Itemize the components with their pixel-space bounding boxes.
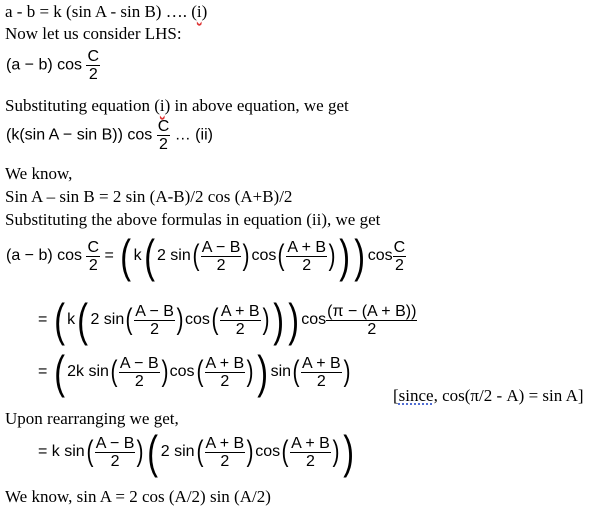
we-know-line: We know,	[5, 164, 73, 183]
cos: cos	[301, 311, 327, 329]
paren: )	[328, 239, 336, 272]
paren: (	[54, 294, 65, 346]
paren: )	[354, 230, 366, 282]
k-sin: k sin	[51, 443, 85, 461]
cos: cos	[184, 311, 210, 329]
consider-lhs-line: Now let us consider LHS:	[5, 24, 182, 43]
a-plus-b-over-2: $\frac{A + B}{2}$	[291, 434, 330, 470]
paren: )	[343, 426, 354, 478]
sin: sin	[270, 363, 292, 381]
paren: (	[192, 239, 200, 272]
sub-pre: Substituting equation (	[5, 96, 160, 115]
eq-i-close: )	[201, 2, 208, 21]
paren: (	[147, 426, 159, 478]
equals-sign: =	[104, 247, 114, 265]
a-minus-b-over-2: $\frac{A - B}{2}$	[119, 354, 159, 390]
equation-ii	[6, 118, 213, 153]
two-k-sin: 2k sin	[67, 363, 109, 381]
c-over-2: $\frac{C}{2}$	[87, 238, 100, 274]
note-open: [	[393, 386, 399, 405]
paren: )	[288, 294, 299, 346]
lhs-text: (a − b) cos	[6, 247, 83, 265]
paren: (	[110, 355, 118, 388]
paren: )	[136, 435, 144, 468]
derivation-step-1	[6, 230, 406, 282]
two-sin: 2 sin	[90, 311, 125, 329]
paren: (	[120, 230, 132, 282]
sin-a-identity-line: We know, sin A = 2 cos (A/2) sin (A/2)	[5, 487, 271, 506]
paren: )	[262, 303, 270, 336]
equals-sign: =	[38, 443, 48, 461]
since-note	[393, 386, 584, 406]
note-since: since	[398, 386, 434, 405]
sub-ref: i	[159, 96, 165, 115]
two-sin: 2 sin	[156, 247, 191, 265]
identity-line: Sin A – sin B = 2 sin (A-B)/2 cos (A+B)/2	[5, 187, 293, 206]
paren: (	[211, 303, 219, 336]
paren: )	[176, 303, 184, 336]
c-over-2: $\frac{C}{2}$	[87, 48, 100, 83]
a-plus-b-over-2: $\frac{A + B}{2}$	[302, 354, 341, 390]
rearranging-line: Upon rearranging we get,	[5, 409, 179, 428]
cos: cos	[367, 247, 393, 265]
paren: (	[54, 346, 65, 398]
pi-minus-sum-over-2: $\frac{(\pi - (A + B))}{2}$	[327, 302, 417, 338]
a-plus-b-over-2: $\frac{A + B}{2}$	[205, 354, 245, 390]
c-over-2: $\frac{C}{2}$	[393, 238, 406, 274]
paren: (	[143, 230, 155, 282]
c-over-2: $\frac{C}{2}$	[157, 118, 170, 153]
cos: cos	[255, 443, 281, 461]
a-plus-b-over-2: $\frac{A + B}{2}$	[220, 302, 260, 338]
paren: )	[246, 435, 254, 468]
two-sin: 2 sin	[160, 443, 195, 461]
a-plus-b-over-2: $\frac{A + B}{2}$	[205, 434, 245, 470]
derivation-step-3	[38, 346, 352, 398]
paren: (	[125, 303, 133, 336]
lhs-text: (a − b) cos	[6, 56, 83, 74]
note-rest: , cos(π/2 - A) = sin A]	[433, 386, 584, 405]
paren: (	[86, 435, 94, 468]
paren: )	[332, 435, 340, 468]
paren: )	[161, 355, 169, 388]
cos: cos	[251, 247, 277, 265]
a-minus-b-over-2: $\frac{A - B}{2}$	[201, 238, 241, 274]
cos: cos	[169, 363, 195, 381]
k: k	[133, 247, 142, 265]
eq-i-text: a - b = k (sin A - sin B) …. (	[5, 2, 197, 21]
paren: (	[196, 355, 204, 388]
a-minus-b-over-2: $\frac{A - B}{2}$	[95, 434, 135, 470]
paren: (	[196, 435, 204, 468]
paren: )	[257, 346, 269, 398]
equals-sign: =	[38, 311, 48, 329]
a-minus-b-over-2: $\frac{A - B}{2}$	[135, 302, 174, 338]
equals-sign: =	[38, 363, 48, 381]
paren: )	[246, 355, 254, 388]
paren: )	[242, 239, 250, 272]
eq-ii-text: (k(sin A − sin B)) cos	[6, 126, 153, 144]
a-plus-b-over-2: $\frac{A + B}{2}$	[287, 238, 327, 274]
sub-post: ) in above equation, we get	[164, 96, 349, 115]
paren: )	[343, 355, 351, 388]
paren: (	[277, 239, 285, 272]
eq-ii-tag: … (ii)	[174, 126, 213, 144]
lhs-expression	[6, 48, 100, 83]
substituting-line	[5, 96, 349, 116]
paren: (	[281, 435, 289, 468]
paren: (	[292, 355, 300, 388]
substituting-formulas-line: Substituting the above formulas in equation (ii), we get	[5, 210, 381, 229]
paren: )	[339, 230, 351, 282]
derivation-step-2	[38, 294, 417, 346]
k: k	[67, 311, 76, 329]
derivation-step-4	[38, 426, 356, 478]
paren: )	[272, 294, 284, 346]
eq-i-ref: i	[196, 2, 202, 21]
equation-i-line	[5, 2, 207, 22]
paren: (	[77, 294, 89, 346]
